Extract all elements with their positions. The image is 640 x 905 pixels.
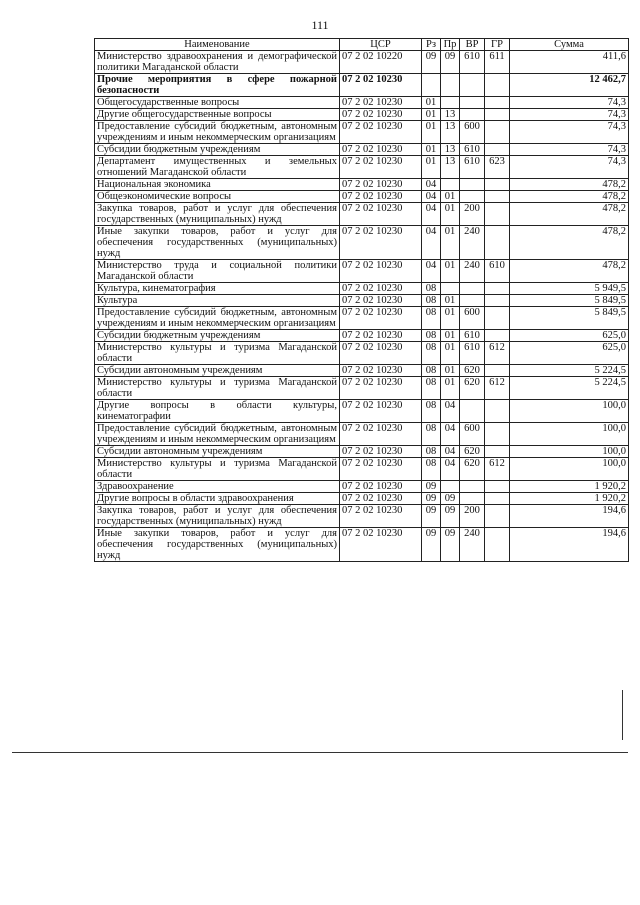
cell-csr: 07 2 02 10230 [340, 191, 422, 203]
cell-csr: 07 2 02 10230 [340, 342, 422, 365]
cell-pr: 13 [441, 121, 460, 144]
cell-name: Иные закупки товаров, работ и услуг для обеспечения государственных (муниципальных) нужд [95, 226, 340, 260]
cell-vr: 600 [460, 423, 485, 446]
cell-name: Прочие мероприятия в сфере пожарной безопасности [95, 74, 340, 97]
cell-sum: 194,6 [510, 528, 629, 562]
cell-pr [441, 481, 460, 493]
table-row [95, 330, 629, 342]
cell-rz: 08 [422, 377, 441, 400]
cell-name: Субсидии бюджетным учреждениям [95, 144, 340, 156]
cell-name: Другие общегосударственные вопросы [95, 109, 340, 121]
cell-pr: 09 [441, 505, 460, 528]
cell-name: Министерство здравоохранения и демографической политики Магаданской области [95, 51, 340, 74]
table-row [95, 121, 629, 144]
table-row [95, 156, 629, 179]
cell-rz: 08 [422, 365, 441, 377]
header-rz: Рз [422, 39, 441, 51]
table-row [95, 528, 629, 562]
cell-rz: 09 [422, 481, 441, 493]
cell-vr [460, 109, 485, 121]
cell-pr: 04 [441, 423, 460, 446]
cell-gr [485, 493, 510, 505]
cell-vr [460, 191, 485, 203]
cell-name: Общегосударственные вопросы [95, 97, 340, 109]
cell-csr: 07 2 02 10230 [340, 400, 422, 423]
cell-pr: 01 [441, 365, 460, 377]
cell-gr [485, 400, 510, 423]
cell-vr: 610 [460, 330, 485, 342]
cell-vr: 610 [460, 342, 485, 365]
cell-pr: 01 [441, 191, 460, 203]
cell-name: Министерство культуры и туризма Магаданской области [95, 458, 340, 481]
header-vr: ВР [460, 39, 485, 51]
cell-csr: 07 2 02 10230 [340, 481, 422, 493]
cell-gr [485, 446, 510, 458]
budget-table [94, 38, 629, 562]
cell-csr: 07 2 02 10230 [340, 156, 422, 179]
cell-rz: 01 [422, 97, 441, 109]
cell-gr: 612 [485, 377, 510, 400]
cell-sum: 1 920,2 [510, 481, 629, 493]
cell-csr: 07 2 02 10220 [340, 51, 422, 74]
cell-name: Министерство культуры и туризма Магаданской области [95, 377, 340, 400]
table-row [95, 342, 629, 365]
margin-rule-vertical [622, 690, 623, 740]
table-body [95, 51, 629, 562]
cell-pr: 01 [441, 307, 460, 330]
cell-name: Другие вопросы в области здравоохранения [95, 493, 340, 505]
cell-gr [485, 121, 510, 144]
cell-vr: 620 [460, 458, 485, 481]
table-row [95, 191, 629, 203]
cell-csr: 07 2 02 10230 [340, 260, 422, 283]
cell-name: Общеэкономические вопросы [95, 191, 340, 203]
header-sum: Сумма [510, 39, 629, 51]
table-row [95, 365, 629, 377]
cell-rz: 04 [422, 203, 441, 226]
cell-vr [460, 179, 485, 191]
cell-rz: 08 [422, 330, 441, 342]
cell-sum: 478,2 [510, 191, 629, 203]
cell-vr: 620 [460, 446, 485, 458]
cell-gr [485, 505, 510, 528]
cell-csr: 07 2 02 10230 [340, 528, 422, 562]
cell-csr: 07 2 02 10230 [340, 283, 422, 295]
cell-csr: 07 2 02 10230 [340, 307, 422, 330]
cell-rz: 04 [422, 191, 441, 203]
cell-csr: 07 2 02 10230 [340, 74, 422, 97]
cell-gr [485, 226, 510, 260]
header-csr: ЦСР [340, 39, 422, 51]
cell-sum: 1 920,2 [510, 493, 629, 505]
cell-csr: 07 2 02 10230 [340, 295, 422, 307]
cell-name: Департамент имущественных и земельных отношений Магаданской области [95, 156, 340, 179]
cell-gr: 611 [485, 51, 510, 74]
table-row [95, 51, 629, 74]
table-row [95, 260, 629, 283]
cell-name: Другие вопросы в области культуры, кинематографии [95, 400, 340, 423]
table-row [95, 144, 629, 156]
cell-sum: 411,6 [510, 51, 629, 74]
cell-name: Закупка товаров, работ и услуг для обеспечения государственных (муниципальных) нужд [95, 505, 340, 528]
cell-name: Культура, кинематография [95, 283, 340, 295]
cell-csr: 07 2 02 10230 [340, 226, 422, 260]
cell-vr: 240 [460, 260, 485, 283]
table-row [95, 505, 629, 528]
cell-name: Здравоохранение [95, 481, 340, 493]
cell-csr: 07 2 02 10230 [340, 97, 422, 109]
cell-sum: 478,2 [510, 179, 629, 191]
table-row [95, 179, 629, 191]
cell-vr: 200 [460, 505, 485, 528]
cell-rz: 01 [422, 156, 441, 179]
cell-rz: 01 [422, 144, 441, 156]
table-row [95, 203, 629, 226]
cell-sum: 625,0 [510, 342, 629, 365]
cell-gr [485, 203, 510, 226]
cell-gr: 612 [485, 342, 510, 365]
cell-sum: 74,3 [510, 109, 629, 121]
cell-vr: 620 [460, 377, 485, 400]
cell-gr: 610 [485, 260, 510, 283]
cell-name: Субсидии бюджетным учреждениям [95, 330, 340, 342]
cell-sum: 100,0 [510, 458, 629, 481]
cell-vr [460, 74, 485, 97]
header-gr: ГР [485, 39, 510, 51]
cell-vr [460, 295, 485, 307]
cell-vr: 600 [460, 121, 485, 144]
cell-name: Культура [95, 295, 340, 307]
cell-rz: 08 [422, 400, 441, 423]
cell-rz: 04 [422, 260, 441, 283]
cell-pr: 13 [441, 156, 460, 179]
cell-gr: 623 [485, 156, 510, 179]
header-pr: Пр [441, 39, 460, 51]
cell-rz: 08 [422, 446, 441, 458]
table-row [95, 423, 629, 446]
cell-pr: 01 [441, 203, 460, 226]
cell-sum: 5 849,5 [510, 295, 629, 307]
cell-name: Предоставление субсидий бюджетным, автономным учреждениям и иным некоммерческим организациям [95, 121, 340, 144]
cell-rz: 09 [422, 528, 441, 562]
cell-sum: 194,6 [510, 505, 629, 528]
cell-gr [485, 307, 510, 330]
cell-csr: 07 2 02 10230 [340, 423, 422, 446]
cell-rz: 08 [422, 295, 441, 307]
cell-vr [460, 493, 485, 505]
cell-sum: 5 849,5 [510, 307, 629, 330]
cell-csr: 07 2 02 10230 [340, 144, 422, 156]
cell-vr [460, 283, 485, 295]
cell-sum: 478,2 [510, 226, 629, 260]
margin-rule-horizontal [12, 752, 628, 753]
cell-gr [485, 481, 510, 493]
table-row [95, 458, 629, 481]
cell-rz: 08 [422, 458, 441, 481]
cell-sum: 478,2 [510, 203, 629, 226]
cell-name: Национальная экономика [95, 179, 340, 191]
cell-sum: 5 224,5 [510, 377, 629, 400]
cell-vr: 610 [460, 156, 485, 179]
cell-csr: 07 2 02 10230 [340, 505, 422, 528]
cell-pr: 01 [441, 295, 460, 307]
table-row [95, 400, 629, 423]
cell-pr: 13 [441, 109, 460, 121]
cell-gr [485, 144, 510, 156]
table-row [95, 97, 629, 109]
cell-csr: 07 2 02 10230 [340, 203, 422, 226]
cell-pr: 01 [441, 260, 460, 283]
cell-sum: 100,0 [510, 423, 629, 446]
cell-rz: 01 [422, 109, 441, 121]
cell-pr: 01 [441, 342, 460, 365]
cell-pr: 09 [441, 493, 460, 505]
cell-rz: 04 [422, 226, 441, 260]
cell-gr [485, 191, 510, 203]
cell-csr: 07 2 02 10230 [340, 377, 422, 400]
cell-sum: 12 462,7 [510, 74, 629, 97]
cell-rz: 08 [422, 307, 441, 330]
cell-pr: 13 [441, 144, 460, 156]
cell-sum: 74,3 [510, 97, 629, 109]
cell-pr: 01 [441, 330, 460, 342]
cell-csr: 07 2 02 10230 [340, 179, 422, 191]
cell-rz: 04 [422, 179, 441, 191]
cell-sum: 625,0 [510, 330, 629, 342]
header-name: Наименование [95, 39, 340, 51]
cell-rz: 09 [422, 505, 441, 528]
cell-name: Субсидии автономным учреждениям [95, 365, 340, 377]
cell-gr [485, 74, 510, 97]
cell-name: Субсидии автономным учреждениям [95, 446, 340, 458]
cell-sum: 478,2 [510, 260, 629, 283]
page-number: 111 [311, 18, 329, 32]
cell-rz: 08 [422, 423, 441, 446]
cell-vr: 620 [460, 365, 485, 377]
table-header-row [95, 39, 629, 51]
cell-pr: 09 [441, 528, 460, 562]
cell-gr: 612 [485, 458, 510, 481]
cell-sum: 100,0 [510, 400, 629, 423]
cell-sum: 74,3 [510, 121, 629, 144]
cell-sum: 100,0 [510, 446, 629, 458]
table-row [95, 307, 629, 330]
cell-name: Министерство труда и социальной политики Магаданской области [95, 260, 340, 283]
cell-vr [460, 97, 485, 109]
table-row [95, 226, 629, 260]
cell-vr: 240 [460, 528, 485, 562]
cell-rz: 08 [422, 283, 441, 295]
cell-rz: 09 [422, 51, 441, 74]
cell-pr: 04 [441, 400, 460, 423]
cell-vr [460, 481, 485, 493]
cell-csr: 07 2 02 10230 [340, 109, 422, 121]
cell-rz: 09 [422, 493, 441, 505]
cell-rz: 08 [422, 342, 441, 365]
cell-pr: 04 [441, 446, 460, 458]
cell-pr: 09 [441, 51, 460, 74]
cell-vr: 610 [460, 144, 485, 156]
cell-csr: 07 2 02 10230 [340, 121, 422, 144]
cell-vr: 600 [460, 307, 485, 330]
cell-gr [485, 97, 510, 109]
cell-sum: 5 949,5 [510, 283, 629, 295]
table-row [95, 109, 629, 121]
cell-vr: 240 [460, 226, 485, 260]
cell-gr [485, 283, 510, 295]
cell-name: Иные закупки товаров, работ и услуг для обеспечения государственных (муниципальных) нужд [95, 528, 340, 562]
cell-name: Предоставление субсидий бюджетным, автономным учреждениям и иным некоммерческим организациям [95, 423, 340, 446]
cell-sum: 74,3 [510, 144, 629, 156]
cell-name: Закупка товаров, работ и услуг для обеспечения государственных (муниципальных) нужд [95, 203, 340, 226]
table-row [95, 481, 629, 493]
table-row [95, 446, 629, 458]
cell-pr: 01 [441, 226, 460, 260]
cell-gr [485, 109, 510, 121]
cell-pr [441, 74, 460, 97]
cell-gr [485, 423, 510, 446]
cell-pr [441, 179, 460, 191]
table-row [95, 295, 629, 307]
table-row [95, 283, 629, 295]
cell-gr [485, 365, 510, 377]
cell-pr [441, 283, 460, 295]
cell-vr: 200 [460, 203, 485, 226]
cell-name: Предоставление субсидий бюджетным, автономным учреждениям и иным некоммерческим организациям [95, 307, 340, 330]
cell-rz: 01 [422, 121, 441, 144]
cell-sum: 74,3 [510, 156, 629, 179]
cell-rz [422, 74, 441, 97]
table-row [95, 74, 629, 97]
cell-gr [485, 295, 510, 307]
cell-vr [460, 400, 485, 423]
cell-vr: 610 [460, 51, 485, 74]
cell-gr [485, 330, 510, 342]
cell-name: Министерство культуры и туризма Магаданской области [95, 342, 340, 365]
cell-pr [441, 97, 460, 109]
cell-csr: 07 2 02 10230 [340, 493, 422, 505]
table-row [95, 493, 629, 505]
cell-gr [485, 179, 510, 191]
cell-gr [485, 528, 510, 562]
table-row [95, 377, 629, 400]
cell-sum: 5 224,5 [510, 365, 629, 377]
cell-pr: 04 [441, 458, 460, 481]
cell-csr: 07 2 02 10230 [340, 365, 422, 377]
cell-csr: 07 2 02 10230 [340, 330, 422, 342]
cell-pr: 01 [441, 377, 460, 400]
cell-csr: 07 2 02 10230 [340, 458, 422, 481]
cell-csr: 07 2 02 10230 [340, 446, 422, 458]
